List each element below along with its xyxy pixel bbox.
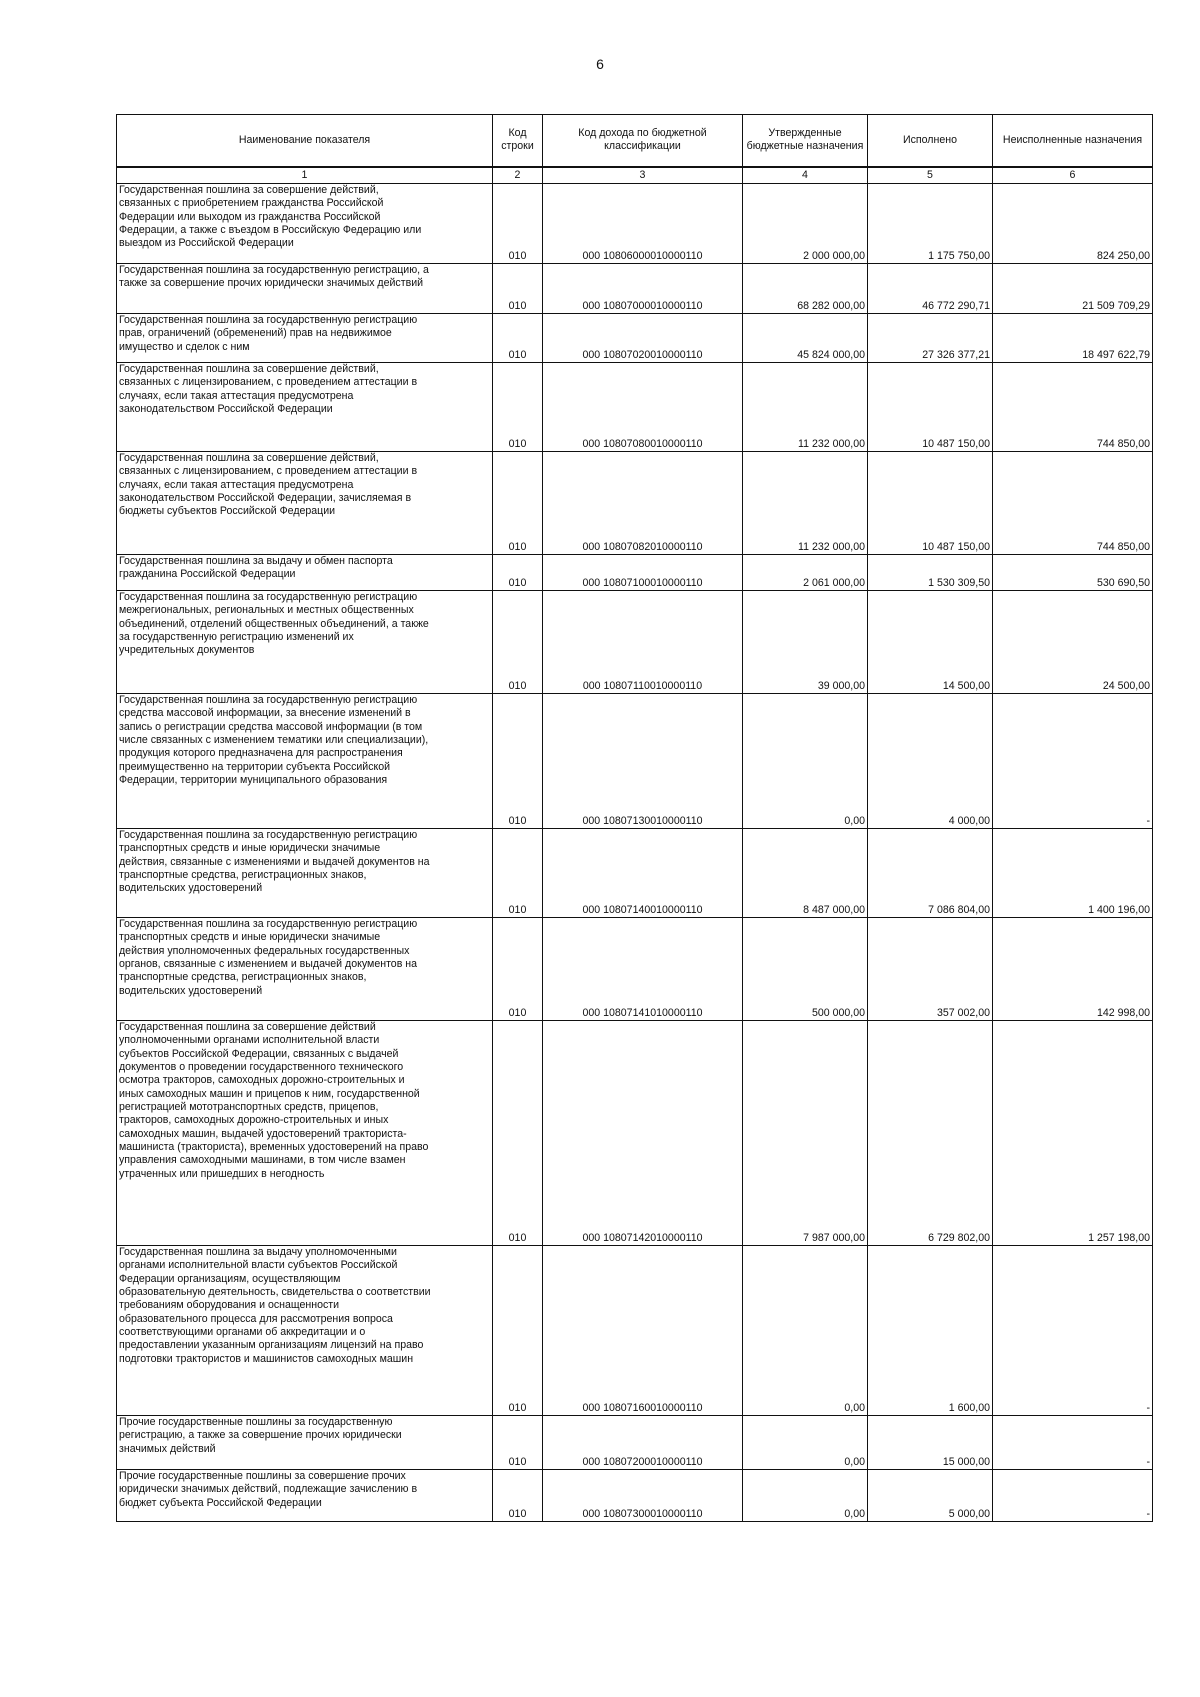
header-row-code: Код строки	[493, 115, 543, 167]
unexecuted-amount: -	[993, 1416, 1153, 1470]
header-row	[117, 115, 1153, 167]
indicator-name: Государственная пошлина за государственную регистрацию межрегиональных, региональных и местных общественных объединений, отделений общественных объединений, а также за государственную регистрацию изменений их учредительных документов	[117, 591, 493, 694]
budget-code: 000 10807000010000110	[543, 264, 743, 314]
budget-code: 000 10807082010000110	[543, 452, 743, 555]
indicator-name: Государственная пошлина за выдачу уполномоченными органами исполнительной власти субъектов Российской Федерации организациям, осуществляющим образовательную деятельность, свидетельства о соответствии требованиям оборудования и оснащенности образовательного процесса для рассмотрения вопроса соответствующими органами об аккредитации и о предоставлении указанным организациям лицензий на право подготовки трактористов и машинистов самоходных машин	[117, 1246, 493, 1416]
approved-amount: 2 000 000,00	[743, 184, 868, 264]
row-code: 010	[493, 555, 543, 591]
column-number-row	[117, 167, 1153, 184]
executed-amount: 10 487 150,00	[868, 452, 993, 555]
executed-amount: 1 175 750,00	[868, 184, 993, 264]
row-code: 010	[493, 1021, 543, 1246]
budget-code: 000 10807300010000110	[543, 1470, 743, 1522]
unexecuted-amount: 18 497 622,79	[993, 314, 1153, 363]
row-code: 010	[493, 1470, 543, 1522]
budget-code: 000 10807140010000110	[543, 829, 743, 918]
table-row	[117, 591, 1153, 694]
table-row	[117, 264, 1153, 314]
indicator-name: Государственная пошлина за государственную регистрацию прав, ограничений (обременений) прав на недвижимое имущество и сделок с ним	[117, 314, 493, 363]
header-executed: Исполнено	[868, 115, 993, 167]
table-row	[117, 314, 1153, 363]
row-code: 010	[493, 363, 543, 452]
unexecuted-amount: 1 257 198,00	[993, 1021, 1153, 1246]
header-budget-code: Код дохода по бюджетной классификации	[543, 115, 743, 167]
unexecuted-amount: 1 400 196,00	[993, 829, 1153, 918]
executed-amount: 4 000,00	[868, 694, 993, 829]
header-approved: Утвержденные бюджетные назначения	[743, 115, 868, 167]
budget-code: 000 10807141010000110	[543, 918, 743, 1021]
row-code: 010	[493, 314, 543, 363]
row-code: 010	[493, 452, 543, 555]
column-number: 6	[993, 167, 1153, 184]
table-row	[117, 363, 1153, 452]
row-code: 010	[493, 1246, 543, 1416]
unexecuted-amount: 824 250,00	[993, 184, 1153, 264]
unexecuted-amount: -	[993, 1470, 1153, 1522]
header-unexecuted: Неисполненные назначения	[993, 115, 1153, 167]
indicator-name: Государственная пошлина за государственную регистрацию транспортных средств и иные юридически значимые действия, связанные с изменениями и выдачей документов на транспортные средства, регистрационных знаков, водительских удостоверений	[117, 829, 493, 918]
row-code: 010	[493, 1416, 543, 1470]
unexecuted-amount: 530 690,50	[993, 555, 1153, 591]
executed-amount: 7 086 804,00	[868, 829, 993, 918]
budget-code: 000 10807100010000110	[543, 555, 743, 591]
indicator-name: Государственная пошлина за совершение действий, связанных с лицензированием, с проведением аттестации в случаях, если такая аттестация предусмотрена законодательством Российской Федерации, зачисляемая в бюджеты субъектов Российской Федерации	[117, 452, 493, 555]
unexecuted-amount: -	[993, 694, 1153, 829]
executed-amount: 357 002,00	[868, 918, 993, 1021]
budget-code: 000 10806000010000110	[543, 184, 743, 264]
approved-amount: 45 824 000,00	[743, 314, 868, 363]
indicator-name: Государственная пошлина за совершение действий уполномоченными органами исполнительной власти субъектов Российской Федерации, связанных с выдачей документов о проведении государственного технического осмотра тракторов, самоходных дорожно-строительных и иных самоходных машин и прицепов к ним, государственной регистрацией мототранспортных средств, прицепов, тракторов, самоходных дорожно-строительных и иных самоходных машин, выдачей удостоверений тракториста- машиниста (тракториста), временных удостоверений на право управления самоходными машинами, в том числе взамен утраченных или пришедших в негодность	[117, 1021, 493, 1246]
unexecuted-amount: 744 850,00	[993, 452, 1153, 555]
indicator-name: Прочие государственные пошлины за совершение прочих юридически значимых действий, подлежащие зачислению в бюджет субъекта Российской Федерации	[117, 1470, 493, 1522]
budget-code: 000 10807080010000110	[543, 363, 743, 452]
row-code: 010	[493, 829, 543, 918]
budget-code: 000 10807200010000110	[543, 1416, 743, 1470]
row-code: 010	[493, 264, 543, 314]
column-number: 4	[743, 167, 868, 184]
executed-amount: 14 500,00	[868, 591, 993, 694]
executed-amount: 1 530 309,50	[868, 555, 993, 591]
executed-amount: 10 487 150,00	[868, 363, 993, 452]
approved-amount: 0,00	[743, 1246, 868, 1416]
table-row	[117, 184, 1153, 264]
indicator-name: Государственная пошлина за государственную регистрацию средства массовой информации, за внесение изменений в запись о регистрации средства массовой информации (в том числе связанных с изменением тематики или специализации), продукция которого предназначена для распространения преимущественно на территории субъекта Российской Федерации, территории муниципального образования	[117, 694, 493, 829]
table-row	[117, 555, 1153, 591]
column-number: 2	[493, 167, 543, 184]
table-row	[117, 1470, 1153, 1522]
table-row	[117, 1246, 1153, 1416]
approved-amount: 8 487 000,00	[743, 829, 868, 918]
revenue-report-table	[116, 114, 1153, 1522]
indicator-name: Государственная пошлина за государственную регистрацию, а также за совершение прочих юридически значимых действий	[117, 264, 493, 314]
indicator-name: Государственная пошлина за совершение действий, связанных с лицензированием, с проведением аттестации в случаях, если такая аттестация предусмотрена законодательством Российской Федерации	[117, 363, 493, 452]
row-code: 010	[493, 184, 543, 264]
approved-amount: 11 232 000,00	[743, 452, 868, 555]
indicator-name: Прочие государственные пошлины за государственную регистрацию, а также за совершение прочих юридически значимых действий	[117, 1416, 493, 1470]
approved-amount: 11 232 000,00	[743, 363, 868, 452]
column-number: 5	[868, 167, 993, 184]
column-number: 1	[117, 167, 493, 184]
budget-code: 000 10807142010000110	[543, 1021, 743, 1246]
executed-amount: 27 326 377,21	[868, 314, 993, 363]
budget-code: 000 10807160010000110	[543, 1246, 743, 1416]
table-row	[117, 1021, 1153, 1246]
budget-code: 000 10807020010000110	[543, 314, 743, 363]
unexecuted-amount: 744 850,00	[993, 363, 1153, 452]
budget-code: 000 10807130010000110	[543, 694, 743, 829]
unexecuted-amount: -	[993, 1246, 1153, 1416]
budget-code: 000 10807110010000110	[543, 591, 743, 694]
page-number: 6	[596, 56, 604, 72]
table-row	[117, 918, 1153, 1021]
approved-amount: 7 987 000,00	[743, 1021, 868, 1246]
approved-amount: 0,00	[743, 694, 868, 829]
indicator-name: Государственная пошлина за совершение действий, связанных с приобретением гражданства Российской Федерации или выходом из гражданства Российской Федерации, а также с въездом в Российскую Федерацию или выездом из Российской Федерации	[117, 184, 493, 264]
executed-amount: 46 772 290,71	[868, 264, 993, 314]
unexecuted-amount: 21 509 709,29	[993, 264, 1153, 314]
unexecuted-amount: 24 500,00	[993, 591, 1153, 694]
column-number: 3	[543, 167, 743, 184]
approved-amount: 39 000,00	[743, 591, 868, 694]
approved-amount: 0,00	[743, 1416, 868, 1470]
table-row	[117, 829, 1153, 918]
executed-amount: 6 729 802,00	[868, 1021, 993, 1246]
executed-amount: 5 000,00	[868, 1470, 993, 1522]
table-row	[117, 1416, 1153, 1470]
approved-amount: 68 282 000,00	[743, 264, 868, 314]
executed-amount: 15 000,00	[868, 1416, 993, 1470]
table-row	[117, 452, 1153, 555]
approved-amount: 500 000,00	[743, 918, 868, 1021]
executed-amount: 1 600,00	[868, 1246, 993, 1416]
row-code: 010	[493, 918, 543, 1021]
row-code: 010	[493, 591, 543, 694]
approved-amount: 2 061 000,00	[743, 555, 868, 591]
indicator-name: Государственная пошлина за выдачу и обмен паспорта гражданина Российской Федерации	[117, 555, 493, 591]
indicator-name: Государственная пошлина за государственную регистрацию транспортных средств и иные юридически значимые действия уполномоченных федеральных государственных органов, связанные с изменением и выдачей документов на транспортные средства, регистрационных знаков, водительских удостоверений	[117, 918, 493, 1021]
header-indicator-name: Наименование показателя	[117, 115, 493, 167]
table-row	[117, 694, 1153, 829]
row-code: 010	[493, 694, 543, 829]
approved-amount: 0,00	[743, 1470, 868, 1522]
unexecuted-amount: 142 998,00	[993, 918, 1153, 1021]
